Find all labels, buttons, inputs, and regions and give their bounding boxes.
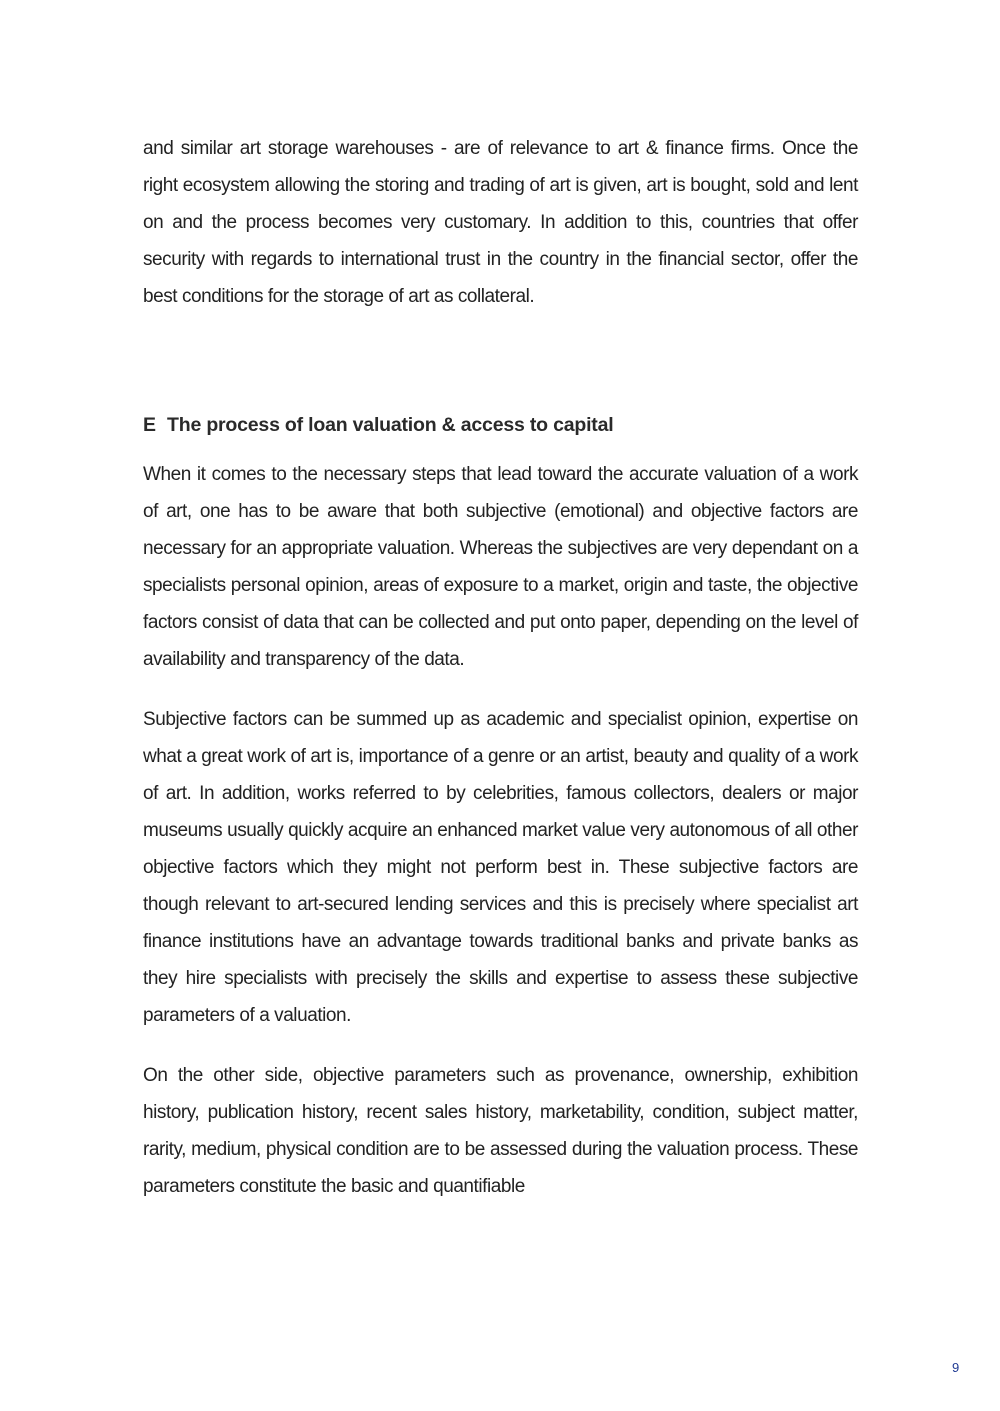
paragraph-subjective-factors: Subjective factors can be summed up as academic and specialist opinion, expertise on what a great work of art is, importance of a genre or an artist, beauty and quality of a work of art. In addition, works referred to by celebrities, famous collectors, dealers or major museums usually quickly acquire an enhanced market value very autonomous of all other objective factors which they might not perform best in. These subjective factors are though relevant to art-secured lending services and this is precisely where specialist art finance institutions have an advantage towards traditional banks and private banks as they hire specialists with precisely the skills and expertise to assess these subjective parameters of a valuation. [143,709,858,1026]
section-title: The process of loan valuation & access to capital [167,414,614,436]
paragraph-valuation-steps: When it comes to the necessary steps that lead toward the accurate valuation of a work of art, one has to be aware that both subjective (emotional) and objective factors are necessary for an appropriate valuation. Whereas the subjectives are very dependant on a specialists personal opinion, areas of exposure to a market, origin and taste, the objective factors consist of data that can be collected and put onto paper, depending on the level of availability and transparency of the data. [143,464,858,670]
section-number: E [143,414,156,436]
paragraph-objective-parameters: On the other side, objective parameters such as provenance, ownership, exhibition history, publication history, recent sales history, marketability, condition, subject matter, rarity, medium, physical condition are to be assessed during the valuation process. These parameters constitute the basic and quantifiable [143,1065,858,1197]
paragraph-continuation: and similar art storage warehouses - are of relevance to art & finance firms. Once the right ecosystem allowing the storing and trading of art is given, art is bought, sold and lent on and the process becomes very customary. In addition to this, countries that offer security with regards to international trust in the country in the financial sector, offer the best conditions for the storage of art as collateral. [143,138,858,307]
page-body [143,130,858,1205]
section-heading [143,407,858,444]
page-number: 9 [952,1360,960,1375]
